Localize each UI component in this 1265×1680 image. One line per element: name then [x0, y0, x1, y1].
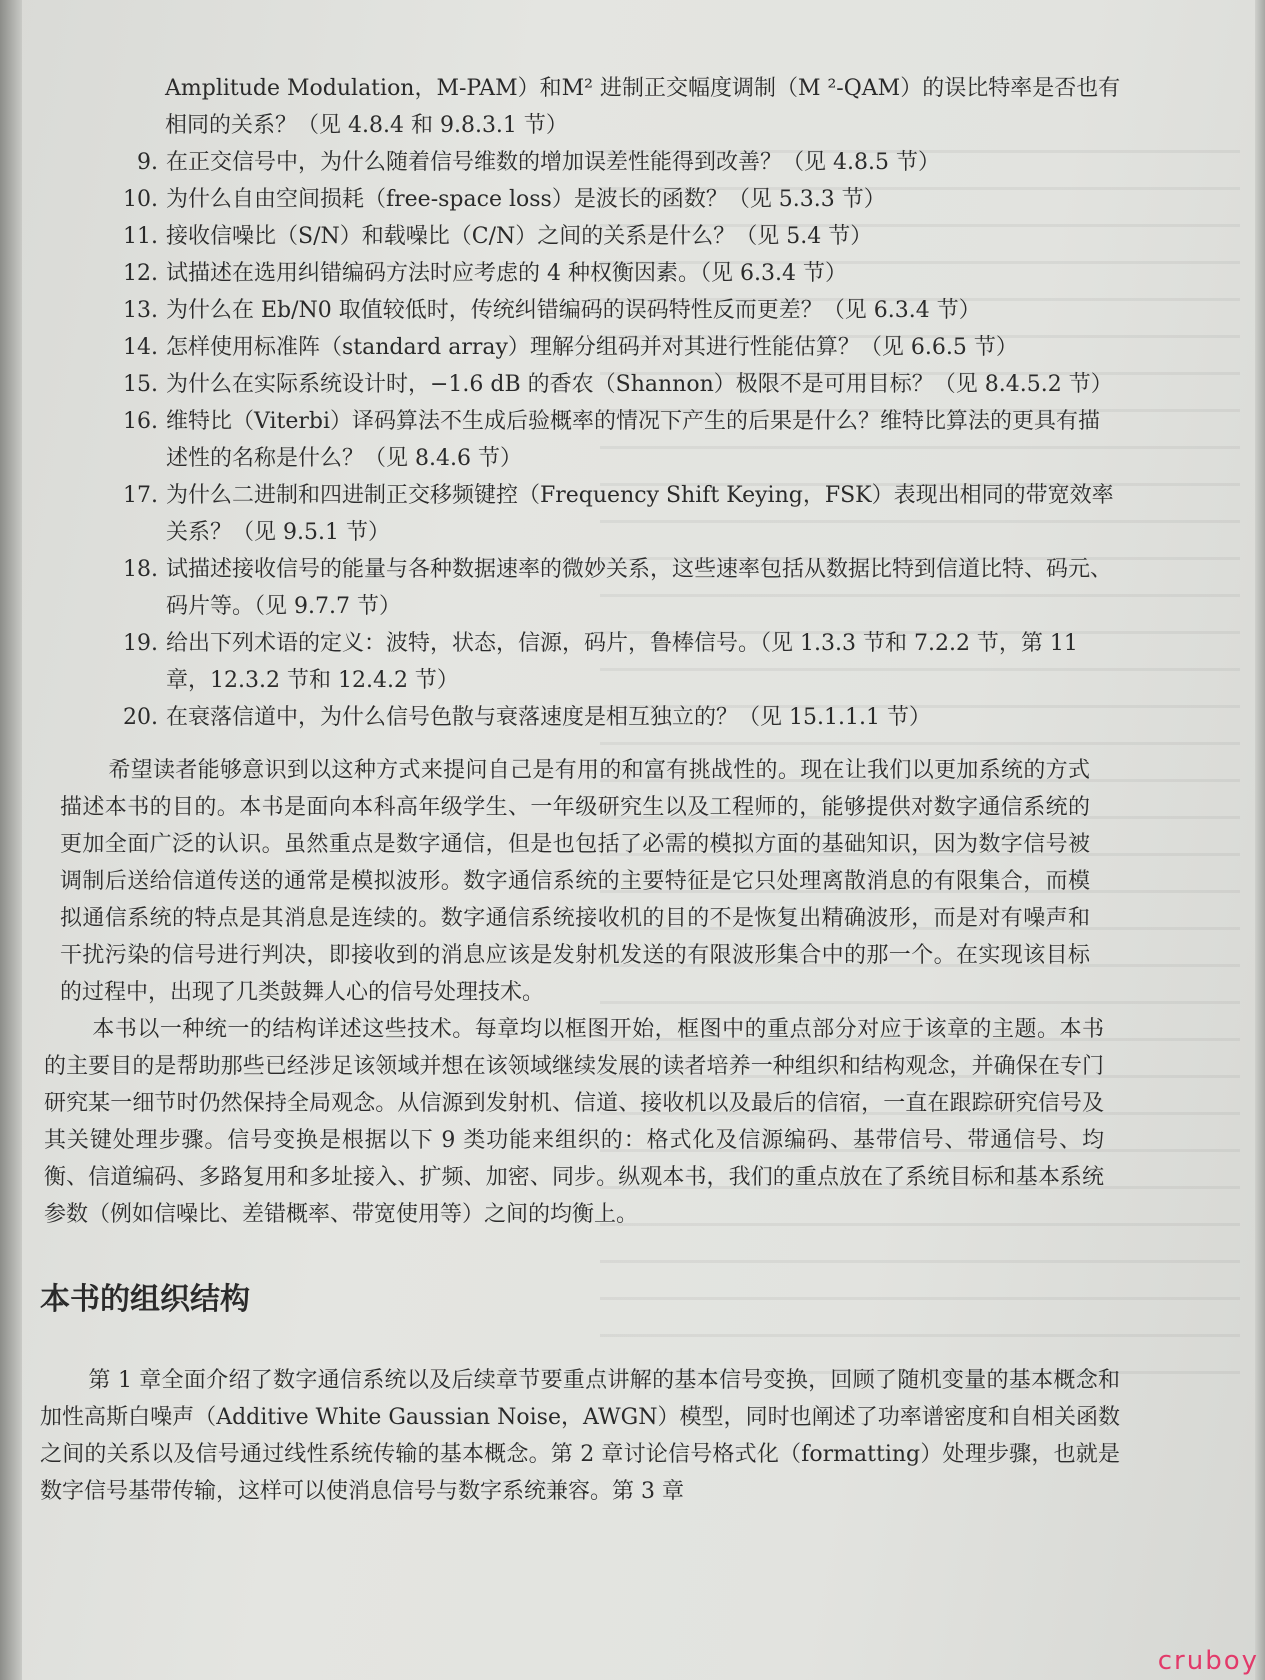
watermark: cruboy [1157, 1646, 1259, 1676]
question-item [120, 181, 1120, 218]
body-paragraph: 本书以一种统一的结构详述这些技术。每章均以框图开始，框图中的重点部分对应于该章的主题。本书的主要目的是帮助那些已经涉足该领域并想在该领域继续发展的读者培养一种组织和结构观念，并确保在专门研究某一细节时仍然保持全局观念。从信源到发射机、信道、接收机以及最后的信宿，一直在跟踪研究信号及其关键处理步骤。信号变换是根据以下 9 类功能来组织的：格式化及信源编码、基带信号、带通信号、均衡、信道编码、多路复用和多址接入、扩频、加密、同步。纵观本书，我们的重点放在了系统目标和基本系统参数（例如信噪比、差错概率、带宽使用等）之间的均衡上。 [44, 1017, 1104, 1227]
book-spine-shadow [0, 0, 22, 1680]
question-item [120, 218, 1120, 255]
question-text: 为什么二进制和四进制正交移频键控（Frequency Shift Keying，FSK）表现出相同的带宽效率关系？（见 9.5.1 节） [166, 483, 1114, 545]
question-text: 在正交信号中，为什么随着信号维数的增加误差性能得到改善？（见 4.8.5 节） [166, 150, 940, 175]
question-item [120, 551, 1120, 625]
question-text: 试描述接收信号的能量与各种数据速率的微妙关系，这些速率包括从数据比特到信道比特、码元、码片等。（见 9.7.7 节） [166, 557, 1113, 619]
question-item [120, 403, 1120, 477]
question-text: 接收信噪比（S/N）和载噪比（C/N）之间的关系是什么？（见 5.4 节） [166, 224, 873, 249]
question-number: 18. [123, 557, 158, 582]
page-content [40, 70, 1180, 1510]
question-text: 为什么自由空间损耗（free-space loss）是波长的函数？（见 5.3.3 节） [166, 187, 886, 212]
question-number: 10. [123, 187, 158, 212]
question-number: 9. [137, 150, 158, 175]
question-number: 13. [123, 298, 158, 323]
question-text: 维特比（Viterbi）译码算法不生成后验概率的情况下产生的后果是什么？维特比算法的更具有描述性的名称是什么？（见 8.4.6 节） [166, 409, 1101, 471]
question-item [120, 699, 1120, 736]
question-text: 在衰落信道中，为什么信号色散与衰落速度是相互独立的？（见 15.1.1.1 节） [166, 705, 931, 730]
question-number: 15. [123, 372, 158, 397]
question-text: 为什么在实际系统设计时，−1.6 dB 的香农（Shannon）极限不是可用目标？（见 8.4.5.2 节） [166, 372, 1113, 397]
question-item [120, 329, 1120, 366]
question-number: 16. [123, 409, 158, 434]
question-text: 为什么在 Eb/N0 取值较低时，传统纠错编码的误码特性反而更差？（见 6.3.4 节） [166, 298, 981, 323]
question-number: 12. [123, 261, 158, 286]
question-number: 11. [123, 224, 158, 249]
question-item [120, 144, 1120, 181]
question-item [120, 366, 1120, 403]
question-number: 19. [123, 631, 158, 656]
section-heading: 本书的组织结构 [40, 1282, 250, 1317]
question-number: 17. [123, 483, 158, 508]
question-item [120, 477, 1120, 551]
question-text: 怎样使用标准阵（standard array）理解分组码并对其进行性能估算？（见 6.6.5 节） [166, 335, 1018, 360]
question-item [120, 255, 1120, 292]
question-item [120, 625, 1120, 699]
body-paragraph: 希望读者能够意识到以这种方式来提问自己是有用的和富有挑战性的。现在让我们以更加系统的方式描述本书的目的。本书是面向本科高年级学生、一年级研究生以及工程师的，能够提供对数字通信系统的更加全面广泛的认识。虽然重点是数字通信，但是也包括了必需的模拟方面的基础知识，因为数字信号被调制后送给信道传送的通常是模拟波形。数字通信系统的主要特征是它只处理离散消息的有限集合，而模拟通信系统的特点是其消息是连续的。数字通信系统接收机的目的不是恢复出精确波形，而是对有噪声和干扰污染的信号进行判决，即接收到的消息应该是发射机发送的有限波形集合中的那一个。在实现该目标的过程中，出现了几类鼓舞人心的信号处理技术。 [60, 758, 1090, 1005]
body-paragraph: 第 1 章全面介绍了数字通信系统以及后续章节要重点讲解的基本信号变换，回顾了随机变量的基本概念和加性高斯白噪声（Additive White Gaussian Noise，AWGN）模型，同时也阐述了功率谱密度和自相关函数之间的关系以及信号通过线性系统传输的基本概念。第 2 章讨论信号格式化（formatting）处理步骤，也就是数字信号基带传输，这样可以使消息信号与数字系统兼容。第 3 章 [40, 1368, 1120, 1504]
question-text: 试描述在选用纠错编码方法时应考虑的 4 种权衡因素。（见 6.3.4 节） [166, 261, 847, 286]
question-continuation: Amplitude Modulation，M-PAM）和M² 进制正交幅度调制（M ²-QAM）的误比特率是否也有相同的关系？（见 4.8.4 和 9.8.3.1 节） [165, 76, 1121, 138]
question-text: 给出下列术语的定义：波特，状态，信源，码片，鲁棒信号。（见 1.3.3 节和 7.2.2 节，第 11 章，12.3.2 节和 12.4.2 节） [166, 631, 1078, 693]
question-item [120, 292, 1120, 329]
question-number: 20. [123, 705, 158, 730]
page-edge [1255, 0, 1265, 1680]
question-number: 14. [123, 335, 158, 360]
